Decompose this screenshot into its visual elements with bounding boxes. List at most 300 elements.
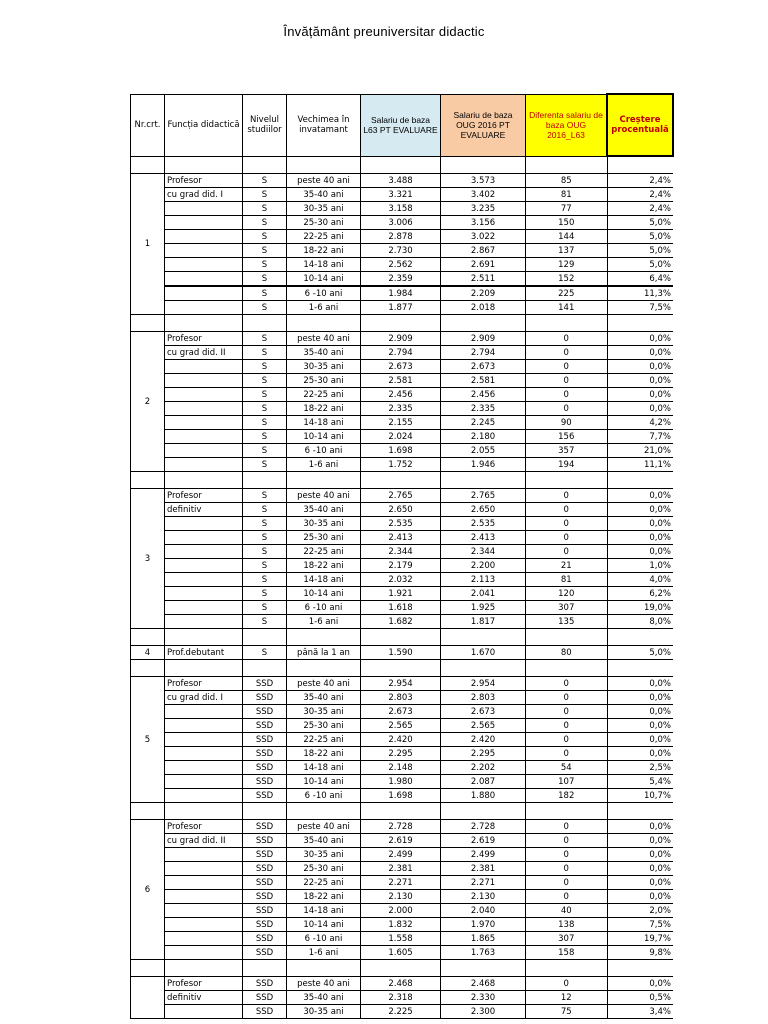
vechime-cell: 18-22 ani xyxy=(287,890,361,904)
diferenta-cell: 0 xyxy=(526,677,608,691)
table-row xyxy=(131,458,674,472)
l63-cell: 1.698 xyxy=(361,789,441,803)
functia-cell xyxy=(165,545,243,559)
empty-cell xyxy=(526,315,608,332)
diferenta-cell: 0 xyxy=(526,503,608,517)
table-row xyxy=(131,573,674,587)
functia-cell: Profesor xyxy=(165,489,243,503)
table-row xyxy=(131,1005,674,1019)
oug-cell: 2.468 xyxy=(441,977,526,991)
oug-cell: 2.113 xyxy=(441,573,526,587)
table-row xyxy=(131,416,674,430)
empty-cell xyxy=(243,960,287,977)
empty-cell xyxy=(131,156,165,174)
nivel-cell: S xyxy=(243,646,287,660)
empty-cell xyxy=(607,660,673,677)
oug-cell: 2.200 xyxy=(441,559,526,573)
diferenta-cell: 0 xyxy=(526,388,608,402)
vechime-cell: 30-35 ani xyxy=(287,202,361,216)
table-row xyxy=(131,174,674,188)
nivel-cell: S xyxy=(243,230,287,244)
empty-cell xyxy=(287,156,361,174)
l63-cell: 2.581 xyxy=(361,374,441,388)
functia-cell: Profesor xyxy=(165,820,243,834)
diferenta-cell: 54 xyxy=(526,761,608,775)
empty-cell xyxy=(287,803,361,820)
functia-cell xyxy=(165,444,243,458)
diferenta-cell: 75 xyxy=(526,1005,608,1019)
functia-cell xyxy=(165,601,243,615)
vechime-cell: 6 -10 ani xyxy=(287,286,361,301)
vechime-cell: peste 40 ani xyxy=(287,174,361,188)
nivel-cell: SSD xyxy=(243,789,287,803)
diferenta-cell: 0 xyxy=(526,890,608,904)
l63-cell: 2.225 xyxy=(361,1005,441,1019)
diferenta-cell: 0 xyxy=(526,848,608,862)
empty-cell xyxy=(441,156,526,174)
functia-cell: cu grad did. II xyxy=(165,834,243,848)
functia-cell: Profesor xyxy=(165,677,243,691)
nivel-cell: S xyxy=(243,272,287,287)
table-row xyxy=(131,517,674,531)
diferenta-cell: 150 xyxy=(526,216,608,230)
table-row xyxy=(131,332,674,346)
functia-cell: Profesor xyxy=(165,332,243,346)
empty-cell xyxy=(131,629,165,646)
oug-cell: 3.402 xyxy=(441,188,526,202)
table-row xyxy=(131,230,674,244)
crestere-cell: 5,0% xyxy=(607,258,673,272)
l63-cell: 2.344 xyxy=(361,545,441,559)
vechime-cell: 25-30 ani xyxy=(287,862,361,876)
table-row xyxy=(131,615,674,629)
l63-cell: 1.558 xyxy=(361,932,441,946)
crestere-cell: 0,0% xyxy=(607,489,673,503)
header-l63: Salariu de baza L63 PT EVALUARE xyxy=(361,94,441,156)
l63-cell: 2.155 xyxy=(361,416,441,430)
crestere-cell: 0,5% xyxy=(607,991,673,1005)
empty-cell xyxy=(287,629,361,646)
l63-cell: 2.565 xyxy=(361,719,441,733)
functia-cell: cu grad did. I xyxy=(165,691,243,705)
nivel-cell: SSD xyxy=(243,761,287,775)
diferenta-cell: 158 xyxy=(526,946,608,960)
vechime-cell: 1-6 ani xyxy=(287,946,361,960)
empty-cell xyxy=(287,960,361,977)
diferenta-cell: 152 xyxy=(526,272,608,287)
table-row xyxy=(131,904,674,918)
crestere-cell: 7,5% xyxy=(607,918,673,932)
l63-cell: 2.032 xyxy=(361,573,441,587)
l63-cell: 2.381 xyxy=(361,862,441,876)
oug-cell: 2.040 xyxy=(441,904,526,918)
diferenta-cell: 0 xyxy=(526,531,608,545)
oug-cell: 1.865 xyxy=(441,932,526,946)
table-row xyxy=(131,503,674,517)
oug-cell: 2.055 xyxy=(441,444,526,458)
nivel-cell: S xyxy=(243,346,287,360)
diferenta-cell: 40 xyxy=(526,904,608,918)
nivel-cell: S xyxy=(243,430,287,444)
crestere-cell: 0,0% xyxy=(607,834,673,848)
table-row xyxy=(131,216,674,230)
nr-cell xyxy=(131,977,165,1019)
crestere-cell: 7,7% xyxy=(607,430,673,444)
diferenta-cell: 182 xyxy=(526,789,608,803)
vechime-cell: 1-6 ani xyxy=(287,458,361,472)
diferenta-cell: 81 xyxy=(526,188,608,202)
nr-cell: 1 xyxy=(131,174,165,315)
diferenta-cell: 0 xyxy=(526,862,608,876)
empty-cell xyxy=(441,629,526,646)
table-row xyxy=(131,761,674,775)
empty-cell xyxy=(131,472,165,489)
vechime-cell: 10-14 ani xyxy=(287,430,361,444)
empty-cell xyxy=(361,472,441,489)
empty-cell xyxy=(287,660,361,677)
oug-cell: 2.335 xyxy=(441,402,526,416)
spacer-row xyxy=(131,629,674,646)
nivel-cell: S xyxy=(243,286,287,301)
empty-cell xyxy=(165,803,243,820)
l63-cell: 2.468 xyxy=(361,977,441,991)
empty-cell xyxy=(361,629,441,646)
spacer-row xyxy=(131,960,674,977)
diferenta-cell: 135 xyxy=(526,615,608,629)
vechime-cell: peste 40 ani xyxy=(287,489,361,503)
functia-cell xyxy=(165,388,243,402)
crestere-cell: 11,1% xyxy=(607,458,673,472)
l63-cell: 3.488 xyxy=(361,174,441,188)
table-row xyxy=(131,202,674,216)
nivel-cell: SSD xyxy=(243,1005,287,1019)
crestere-cell: 0,0% xyxy=(607,876,673,890)
page-title: Învățământ preuniversitar didactic xyxy=(283,24,485,39)
vechime-cell: 18-22 ani xyxy=(287,747,361,761)
oug-cell: 2.619 xyxy=(441,834,526,848)
functia-cell: definitiv xyxy=(165,503,243,517)
nivel-cell: S xyxy=(243,388,287,402)
diferenta-cell: 0 xyxy=(526,719,608,733)
empty-cell xyxy=(361,960,441,977)
vechime-cell: 6 -10 ani xyxy=(287,444,361,458)
vechime-cell: 25-30 ani xyxy=(287,531,361,545)
crestere-cell: 2,0% xyxy=(607,904,673,918)
diferenta-cell: 0 xyxy=(526,705,608,719)
l63-cell: 3.006 xyxy=(361,216,441,230)
l63-cell: 3.158 xyxy=(361,202,441,216)
vechime-cell: 35-40 ani xyxy=(287,834,361,848)
nivel-cell: S xyxy=(243,559,287,573)
l63-cell: 2.000 xyxy=(361,904,441,918)
oug-cell: 3.156 xyxy=(441,216,526,230)
nivel-cell: S xyxy=(243,216,287,230)
crestere-cell: 0,0% xyxy=(607,388,673,402)
functia-cell xyxy=(165,733,243,747)
functia-cell xyxy=(165,775,243,789)
table-row xyxy=(131,719,674,733)
empty-cell xyxy=(243,629,287,646)
vechime-cell: 6 -10 ani xyxy=(287,932,361,946)
diferenta-cell: 0 xyxy=(526,346,608,360)
oug-cell: 2.909 xyxy=(441,332,526,346)
crestere-cell: 7,5% xyxy=(607,301,673,315)
l63-cell: 2.619 xyxy=(361,834,441,848)
oug-cell: 1.880 xyxy=(441,789,526,803)
diferenta-cell: 77 xyxy=(526,202,608,216)
nr-cell: 4 xyxy=(131,646,165,660)
diferenta-cell: 85 xyxy=(526,174,608,188)
functia-cell: Profesor xyxy=(165,977,243,991)
l63-cell: 2.650 xyxy=(361,503,441,517)
diferenta-cell: 0 xyxy=(526,747,608,761)
l63-cell: 3.321 xyxy=(361,188,441,202)
crestere-cell: 5,0% xyxy=(607,230,673,244)
oug-cell: 1.670 xyxy=(441,646,526,660)
functia-cell xyxy=(165,244,243,258)
nivel-cell: SSD xyxy=(243,691,287,705)
functia-cell xyxy=(165,430,243,444)
header-oug: Salariu de baza OUG 2016 PT EVALUARE xyxy=(441,94,526,156)
oug-cell: 2.018 xyxy=(441,301,526,315)
functia-cell xyxy=(165,202,243,216)
nivel-cell: S xyxy=(243,416,287,430)
diferenta-cell: 12 xyxy=(526,991,608,1005)
crestere-cell: 0,0% xyxy=(607,677,673,691)
empty-cell xyxy=(607,315,673,332)
table-row xyxy=(131,587,674,601)
empty-cell xyxy=(165,156,243,174)
functia-cell xyxy=(165,402,243,416)
crestere-cell: 0,0% xyxy=(607,531,673,545)
l63-cell: 2.535 xyxy=(361,517,441,531)
nivel-cell: S xyxy=(243,517,287,531)
table-row xyxy=(131,677,674,691)
nivel-cell: SSD xyxy=(243,834,287,848)
empty-cell xyxy=(165,315,243,332)
crestere-cell: 0,0% xyxy=(607,747,673,761)
vechime-cell: 18-22 ani xyxy=(287,559,361,573)
l63-cell: 2.499 xyxy=(361,848,441,862)
vechime-cell: peste 40 ani xyxy=(287,677,361,691)
l63-cell: 2.954 xyxy=(361,677,441,691)
oug-cell: 2.794 xyxy=(441,346,526,360)
l63-cell: 2.024 xyxy=(361,430,441,444)
l63-cell: 2.673 xyxy=(361,705,441,719)
table-row xyxy=(131,301,674,315)
diferenta-cell: 0 xyxy=(526,876,608,890)
functia-cell: Profesor xyxy=(165,174,243,188)
functia-cell xyxy=(165,517,243,531)
l63-cell: 2.765 xyxy=(361,489,441,503)
vechime-cell: 35-40 ani xyxy=(287,691,361,705)
nivel-cell: S xyxy=(243,188,287,202)
oug-cell: 3.022 xyxy=(441,230,526,244)
crestere-cell: 2,4% xyxy=(607,202,673,216)
table-row xyxy=(131,244,674,258)
functia-cell: cu grad did. II xyxy=(165,346,243,360)
l63-cell: 2.730 xyxy=(361,244,441,258)
vechime-cell: 1-6 ani xyxy=(287,301,361,315)
empty-cell xyxy=(607,960,673,977)
crestere-cell: 0,0% xyxy=(607,705,673,719)
salary-table xyxy=(130,93,674,1019)
nivel-cell: S xyxy=(243,458,287,472)
l63-cell: 1.618 xyxy=(361,601,441,615)
crestere-cell: 0,0% xyxy=(607,733,673,747)
crestere-cell: 8,0% xyxy=(607,615,673,629)
diferenta-cell: 0 xyxy=(526,820,608,834)
diferenta-cell: 0 xyxy=(526,374,608,388)
functia-cell xyxy=(165,374,243,388)
table-row xyxy=(131,862,674,876)
empty-cell xyxy=(287,315,361,332)
vechime-cell: 18-22 ani xyxy=(287,244,361,258)
crestere-cell: 2,4% xyxy=(607,188,673,202)
vechime-cell: 1-6 ani xyxy=(287,615,361,629)
vechime-cell: 30-35 ani xyxy=(287,1005,361,1019)
crestere-cell: 0,0% xyxy=(607,374,673,388)
empty-cell xyxy=(441,960,526,977)
vechime-cell: 18-22 ani xyxy=(287,402,361,416)
empty-cell xyxy=(526,960,608,977)
nivel-cell: SSD xyxy=(243,946,287,960)
vechime-cell: 22-25 ani xyxy=(287,388,361,402)
nivel-cell: S xyxy=(243,174,287,188)
spacer-row xyxy=(131,315,674,332)
empty-cell xyxy=(607,156,673,174)
functia-cell xyxy=(165,301,243,315)
functia-cell xyxy=(165,918,243,932)
crestere-cell: 0,0% xyxy=(607,977,673,991)
empty-cell xyxy=(607,629,673,646)
nivel-cell: SSD xyxy=(243,677,287,691)
table-row xyxy=(131,747,674,761)
diferenta-cell: 0 xyxy=(526,360,608,374)
functia-cell xyxy=(165,1005,243,1019)
diferenta-cell: 81 xyxy=(526,573,608,587)
functia-cell xyxy=(165,258,243,272)
crestere-cell: 3,4% xyxy=(607,1005,673,1019)
vechime-cell: 10-14 ani xyxy=(287,775,361,789)
l63-cell: 1.698 xyxy=(361,444,441,458)
header-vechime: Vechimea în invatamant xyxy=(287,94,361,156)
vechime-cell: 22-25 ani xyxy=(287,230,361,244)
crestere-cell: 0,0% xyxy=(607,360,673,374)
l63-cell: 1.832 xyxy=(361,918,441,932)
oug-cell: 2.295 xyxy=(441,747,526,761)
table-row xyxy=(131,489,674,503)
table-row xyxy=(131,946,674,960)
table-row xyxy=(131,834,674,848)
table-body xyxy=(131,156,674,1019)
oug-cell: 2.330 xyxy=(441,991,526,1005)
empty-cell xyxy=(607,803,673,820)
functia-cell xyxy=(165,848,243,862)
empty-cell xyxy=(243,315,287,332)
vechime-cell: 35-40 ani xyxy=(287,503,361,517)
diferenta-cell: 137 xyxy=(526,244,608,258)
diferenta-cell: 129 xyxy=(526,258,608,272)
l63-cell: 2.909 xyxy=(361,332,441,346)
diferenta-cell: 0 xyxy=(526,517,608,531)
nivel-cell: SSD xyxy=(243,890,287,904)
vechime-cell: 25-30 ani xyxy=(287,216,361,230)
nivel-cell: SSD xyxy=(243,820,287,834)
table-row xyxy=(131,545,674,559)
oug-cell: 2.673 xyxy=(441,705,526,719)
table-row xyxy=(131,775,674,789)
diferenta-cell: 307 xyxy=(526,601,608,615)
header-nivel: Nivelul studiilor xyxy=(243,94,287,156)
l63-cell: 1.984 xyxy=(361,286,441,301)
crestere-cell: 19,0% xyxy=(607,601,673,615)
l63-cell: 2.803 xyxy=(361,691,441,705)
table-row xyxy=(131,374,674,388)
nivel-cell: SSD xyxy=(243,733,287,747)
crestere-cell: 0,0% xyxy=(607,848,673,862)
functia-cell xyxy=(165,216,243,230)
nivel-cell: SSD xyxy=(243,904,287,918)
empty-cell xyxy=(165,472,243,489)
functia-cell xyxy=(165,719,243,733)
functia-cell xyxy=(165,587,243,601)
oug-cell: 2.381 xyxy=(441,862,526,876)
diferenta-cell: 0 xyxy=(526,733,608,747)
oug-cell: 2.565 xyxy=(441,719,526,733)
table-row xyxy=(131,601,674,615)
oug-cell: 2.499 xyxy=(441,848,526,862)
crestere-cell: 0,0% xyxy=(607,545,673,559)
table-row xyxy=(131,258,674,272)
oug-cell: 2.650 xyxy=(441,503,526,517)
vechime-cell: 14-18 ani xyxy=(287,416,361,430)
crestere-cell: 10,7% xyxy=(607,789,673,803)
functia-cell xyxy=(165,615,243,629)
diferenta-cell: 141 xyxy=(526,301,608,315)
nivel-cell: S xyxy=(243,444,287,458)
functia-cell: Prof.debutant xyxy=(165,646,243,660)
table-row xyxy=(131,890,674,904)
l63-cell: 1.980 xyxy=(361,775,441,789)
crestere-cell: 9,8% xyxy=(607,946,673,960)
empty-cell xyxy=(361,803,441,820)
nivel-cell: S xyxy=(243,360,287,374)
nr-cell: 2 xyxy=(131,332,165,472)
table-row xyxy=(131,272,674,287)
empty-cell xyxy=(131,803,165,820)
diferenta-cell: 120 xyxy=(526,587,608,601)
diferenta-cell: 90 xyxy=(526,416,608,430)
vechime-cell: 6 -10 ani xyxy=(287,601,361,615)
oug-cell: 2.300 xyxy=(441,1005,526,1019)
nivel-cell: SSD xyxy=(243,932,287,946)
vechime-cell: 30-35 ani xyxy=(287,848,361,862)
vechime-cell: peste 40 ani xyxy=(287,332,361,346)
diferenta-cell: 0 xyxy=(526,545,608,559)
header-diferenta: Diferenta salariu de baza OUG 2016_L63 xyxy=(526,94,608,156)
nivel-cell: S xyxy=(243,503,287,517)
oug-cell: 2.087 xyxy=(441,775,526,789)
oug-cell: 2.673 xyxy=(441,360,526,374)
nivel-cell: S xyxy=(243,332,287,346)
empty-cell xyxy=(526,156,608,174)
oug-cell: 2.245 xyxy=(441,416,526,430)
diferenta-cell: 0 xyxy=(526,489,608,503)
l63-cell: 2.318 xyxy=(361,991,441,1005)
nivel-cell: S xyxy=(243,374,287,388)
diferenta-cell: 80 xyxy=(526,646,608,660)
